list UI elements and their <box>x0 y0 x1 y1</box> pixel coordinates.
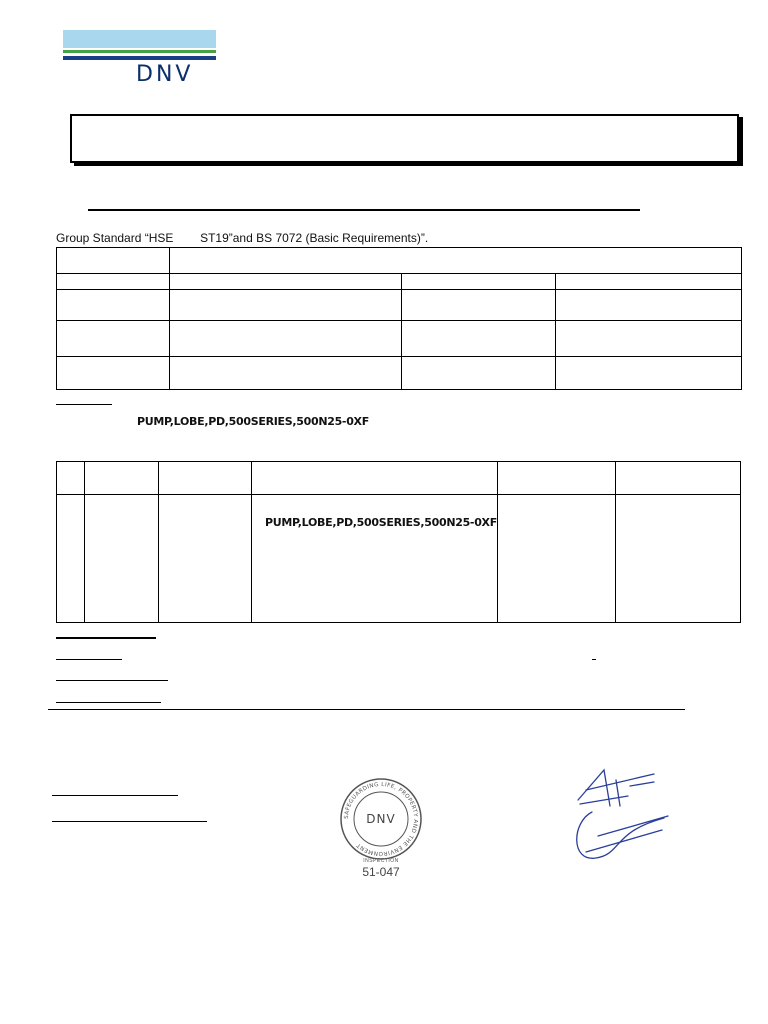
signature-stroke <box>586 816 668 852</box>
table-cell <box>85 495 159 623</box>
table-row <box>57 274 742 290</box>
table-cell <box>170 274 402 290</box>
note-rule-1 <box>56 637 156 639</box>
table-cell <box>170 248 742 274</box>
table-cell <box>57 321 170 357</box>
table-cell <box>57 248 170 274</box>
logo-text: DNV <box>136 62 194 87</box>
table-row <box>57 290 742 321</box>
table-cell <box>57 290 170 321</box>
table-row <box>57 357 742 390</box>
note-rule-2 <box>56 659 122 660</box>
signature-stroke <box>586 774 654 790</box>
table-cell <box>498 462 616 495</box>
table-header-row <box>57 462 741 495</box>
table-cell <box>252 495 498 623</box>
note-rule-3 <box>56 680 168 681</box>
table-cell <box>170 290 402 321</box>
table-cell <box>170 321 402 357</box>
table-cell <box>616 462 741 495</box>
table-cell <box>402 274 556 290</box>
table-cell <box>159 495 252 623</box>
heading-underline <box>88 209 640 211</box>
stamp-lower-text: INSPECTION <box>363 858 399 864</box>
signature-line-1 <box>52 795 178 796</box>
info-table <box>56 247 742 390</box>
table-cell <box>402 321 556 357</box>
table-row <box>57 248 742 274</box>
item-description: PUMP,LOBE,PD,500SERIES,500N25-0XF <box>137 415 369 428</box>
table-row <box>57 321 742 357</box>
document-title-box <box>70 114 739 163</box>
table-cell <box>57 274 170 290</box>
note-rule-4 <box>56 702 161 703</box>
label-underline <box>56 404 112 405</box>
standard-reference: Group Standard “HSE ST19”and BS 7072 (Basic Requirements)”. <box>56 231 429 245</box>
signature-line-2 <box>52 821 207 822</box>
table-cell <box>85 462 159 495</box>
table-cell <box>252 462 498 495</box>
table-cell <box>498 495 616 623</box>
stamp-seal <box>338 776 424 862</box>
inspector-signature <box>568 762 673 867</box>
table-cell <box>402 357 556 390</box>
table-cell <box>556 274 742 290</box>
table-item-description: PUMP,LOBE,PD,500SERIES,500N25-0XF <box>265 516 497 529</box>
table-row <box>57 495 741 623</box>
table-cell <box>616 495 741 623</box>
stamp-number: 51-047 <box>362 865 400 879</box>
logo-light-band <box>63 30 216 48</box>
table-cell <box>556 321 742 357</box>
small-mark <box>592 659 596 660</box>
table-cell <box>556 290 742 321</box>
svg-text:SAFEGUARDING LIFE, PROPERTY AN: SAFEGUARDING LIFE, PROPERTY AND THE ENVIRONMENT <box>343 781 419 857</box>
table-cell <box>159 462 252 495</box>
table-cell <box>57 495 85 623</box>
table-cell <box>556 357 742 390</box>
logo-blue-stripe <box>63 56 216 60</box>
items-table <box>56 461 741 623</box>
table-cell <box>170 357 402 390</box>
section-divider <box>48 709 685 710</box>
inspection-stamp <box>338 776 424 886</box>
table-cell <box>57 462 85 495</box>
logo-green-stripe <box>63 50 216 53</box>
table-cell <box>402 290 556 321</box>
table-cell <box>57 357 170 390</box>
svg-text:DNV: DNV <box>366 812 396 826</box>
